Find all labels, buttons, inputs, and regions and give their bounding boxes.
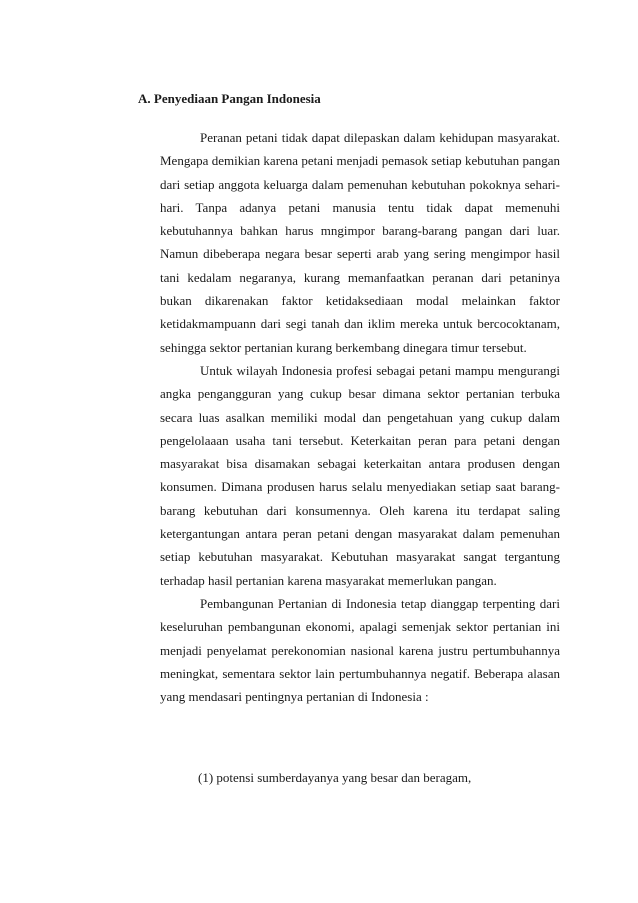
- paragraph-pembangunan-pertanian: Pembangunan Pertanian di Indonesia tetap dianggap terpenting dari keseluruhan pembangunan ekonomi, apalagi semenjak sektor pertanian ini menjadi penyelamat perekonomian nasional karena justru pertumbuhannya meningkat, sementara sektor lain pertumbuhannya negatif. Beberapa alasan yang mendasari pentingnya pertanian di Indonesia :: [160, 595, 560, 705]
- document-body: [160, 126, 560, 708]
- paragraph-wilayah-indonesia: Untuk wilayah Indonesia profesi sebagai petani mampu mengurangi angka pengangguran yang cukup besar dimana sektor pertanian terbuka secara luas asalkan memiliki modal dan pengetahuan yang cukup dalam pengelolaaan usaha tani tersebut. Keterkaitan peran para petani dengan masyarakat bisa disamakan sebagai keterkaitan antara produsen dengan konsumen. Dimana produsen harus selalu menyediakan setiap saat barang-barang kebutuhan dari konsumennya. Oleh karena itu terdapat saling ketergantungan antara peran petani dengan masyarakat dalam pemenuhan setiap kebutuhan masyarakat. Kebutuhan masyarakat sangat tergantung terhadap hasil pertanian karena masyarakat memerlukan pangan.: [160, 362, 560, 588]
- section-heading: A. Penyediaan Pangan Indonesia: [138, 91, 321, 106]
- paragraph-peranan-petani: Peranan petani tidak dapat dilepaskan dalam kehidupan masyarakat. Mengapa demikian karena petani menjadi pemasok setiap kebutuhan pangan dari setiap anggota keluarga dalam pemenuhan kebutuhan pokoknya sehari-hari. Tanpa adanya petani manusia tentu tidak dapat memenuhi kebutuhannya bahkan harus mngimpor barang-barang pangan dari luar. Namun dibeberapa negara besar seperti arab yang sering mengimpor hasil tani kedalam negaranya, kurang memanfaatkan peranan dari petaninya bukan dikarenakan faktor ketidaksediaan modal melainkan faktor ketidakmampuann dari segi tanah dan iklim mereka untuk bercocoktanam, sehingga sektor pertanian kurang berkembang dinegara timur tersebut.: [160, 130, 560, 355]
- list-item: (1) potensi sumberdayanya yang besar dan beragam,: [198, 770, 472, 785]
